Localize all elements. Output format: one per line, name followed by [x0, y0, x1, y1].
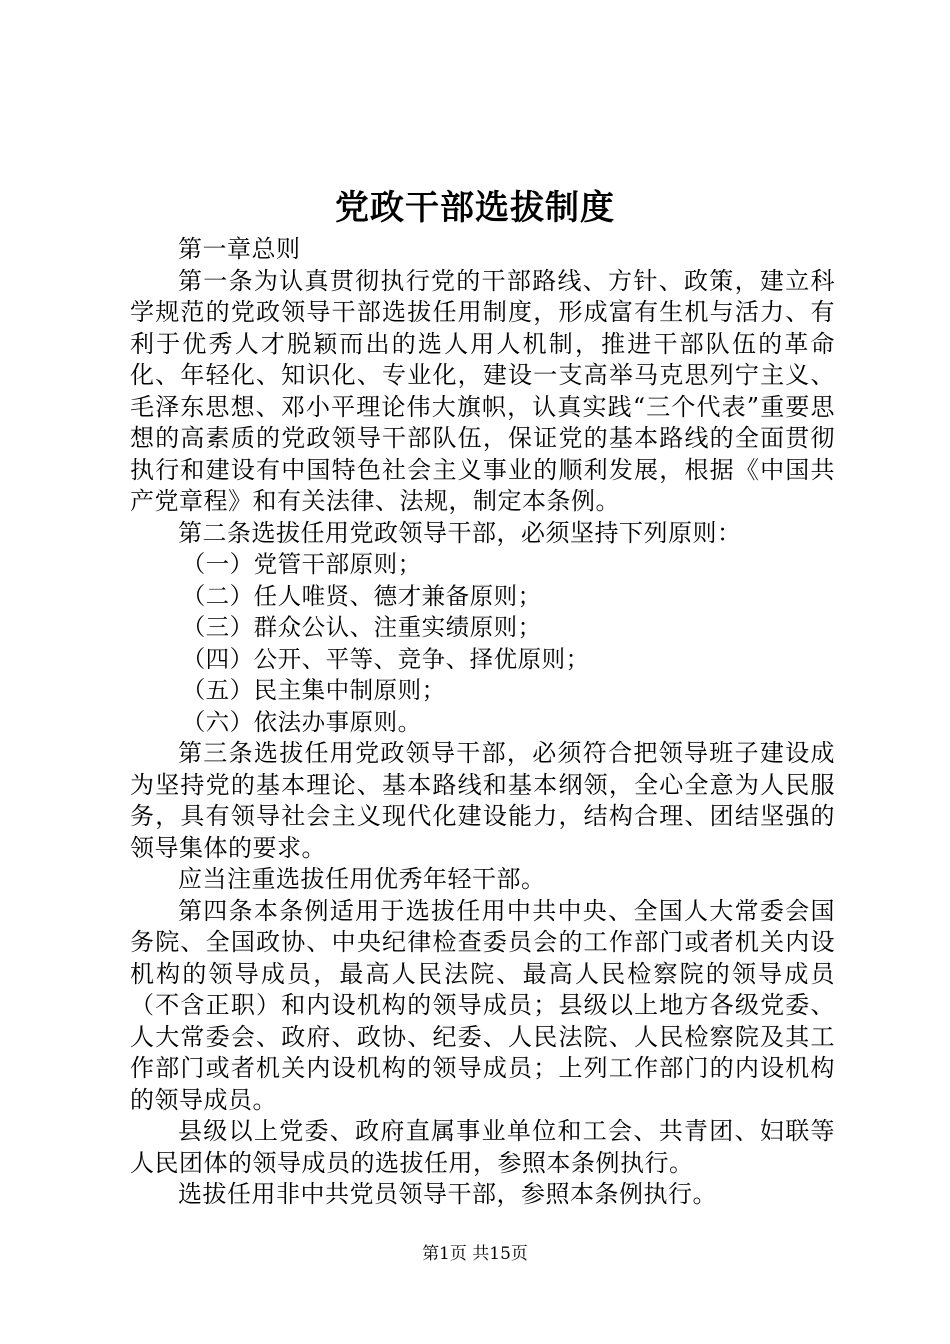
article-4-scope-paragraph: 县级以上党委、政府直属事业单位和工会、共青团、妇联等人民团体的领导成员的选拔任用，参照本条例执行。: [130, 1117, 835, 1177]
document-title: 党政干部选拔制度: [335, 188, 615, 228]
article-1-paragraph: 第一条为认真贯彻执行党的干部路线、方针、政策，建立科学规范的党政领导干部选拔任用制度，形成富有生机与活力、有利于优秀人才脱颖而出的选人用人机制，推进干部队伍的革命化、年轻化、知识化、专业化，建设一支高举马克思列宁主义、毛泽东思想、邓小平理论伟大旗帜，认真实践“三个代表”重要思想的高素质的党政领导干部队伍，保证党的基本路线的全面贯彻执行和建设有中国特色社会主义事业的顺利发展，根据《中国共产党章程》和有关法律、法规，制定本条例。: [130, 266, 835, 515]
principle-item-5: （五）民主集中制原则；: [181, 676, 446, 704]
page-footer: 第1页 共15页: [422, 1244, 528, 1264]
principle-item-4: （四）公开、平等、竞争、择优原则；: [181, 644, 590, 673]
principle-item-1: （一）党管干部原则；: [181, 550, 422, 578]
principle-item-3: （三）群众公认、注重实绩原则；: [181, 613, 542, 641]
article-3-note-paragraph: 应当注重选拔任用优秀年轻干部。: [178, 865, 546, 893]
article-2-paragraph: 第二条选拔任用党政领导干部，必须坚持下列原则：: [178, 518, 742, 547]
article-3-paragraph: 第三条选拔任用党政领导干部，必须符合把领导班子建设成为坚持党的基本理论、基本路线和基本纲领，全心全意为人民服务，具有领导社会主义现代化建设能力，结构合理、团结坚强的领导集体的要求。: [130, 739, 835, 862]
article-4-nonmember-paragraph: 选拔任用非中共党员领导干部，参照本条例执行。: [178, 1180, 717, 1208]
article-4-paragraph: 第四条本条例适用于选拔任用中共中央、全国人大常委会国务院、全国政协、中央纪律检查委员会的工作部门或者机关内设机构的领导成员，最高人民法院、最高人民检察院的领导成员（不含正职）和内设机构的领导成员；县级以上地方各级党委、人大常委会、政府、政协、纪委、人民法院、人民检察院及其工作部门或者机关内设机构的领导成员；上列工作部门的内设机构的领导成员。: [130, 896, 835, 1114]
document-body: [130, 234, 835, 1211]
principle-item-6: （六）依法办事原则。: [181, 707, 422, 736]
principle-item-2: （二）任人唯贤、德才兼备原则；: [181, 581, 542, 610]
chapter-heading: 第一章总则: [178, 235, 301, 263]
